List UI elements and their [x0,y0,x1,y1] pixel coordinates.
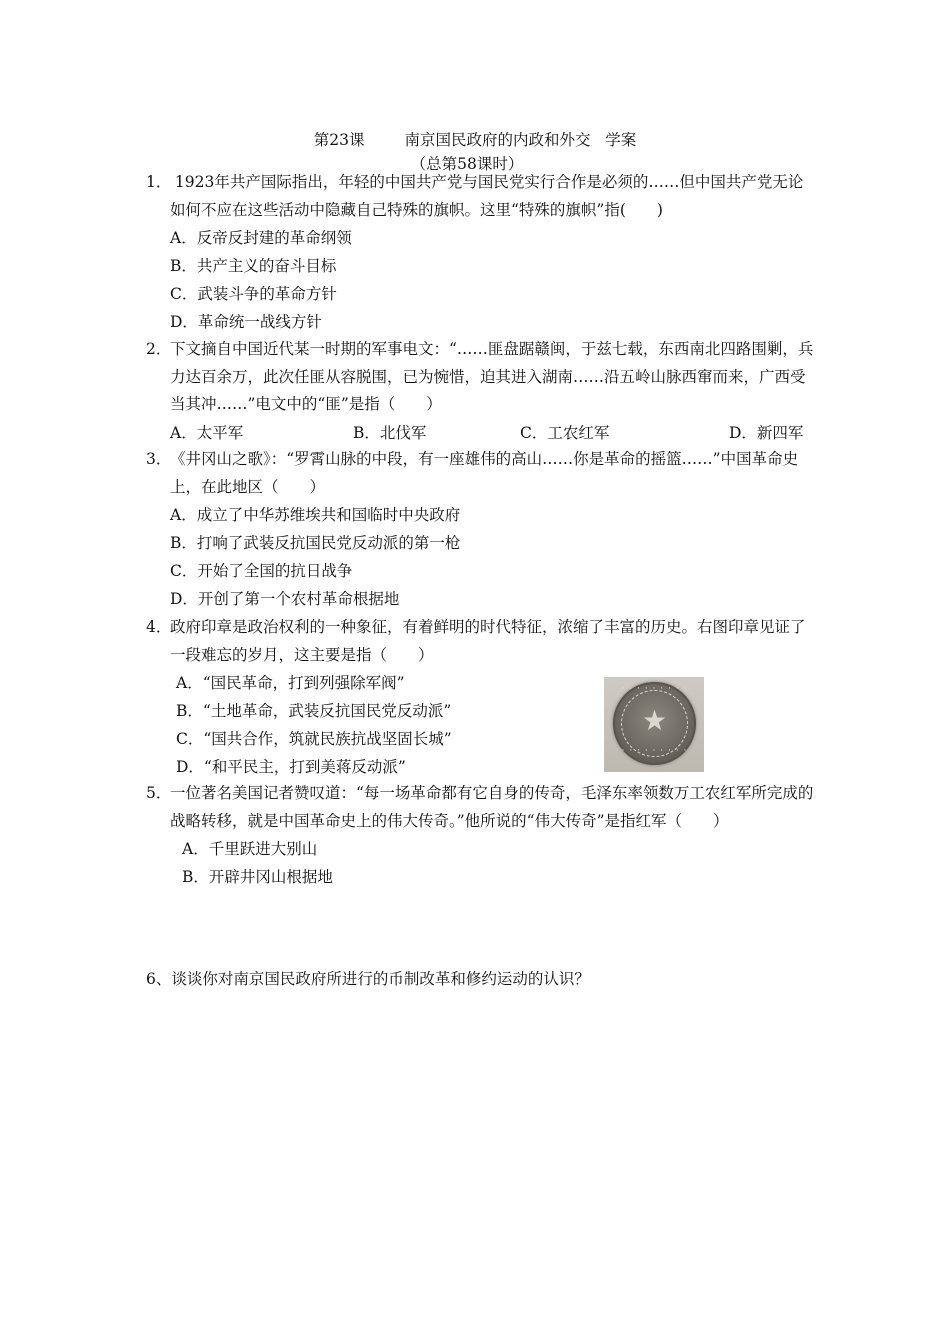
seal-script-top: · · · · · · · · · [621,684,688,694]
question-1 [146,169,816,336]
option-d: D．“和平民主，打到美蒋反动派” [176,758,406,776]
option-d: D．新四军 [729,423,804,442]
question-3 [146,446,816,613]
lesson-number: 第23课 [313,131,365,149]
question-4 [146,614,816,781]
option-d: D．革命统一战线方针 [170,313,322,331]
option-a: A．千里跃进大别山 [182,840,318,858]
seal-image [604,677,704,772]
option-d: D．开创了第一个农村革命根据地 [170,590,400,608]
seal-disc [613,682,696,765]
option-a: A．太平军 [170,423,244,442]
option-c: C．开始了全国的抗日战争 [170,562,353,580]
question-stem: 3．《井冈山之歌》：“罗霄山脉的中段，有一座雄伟的高山……你是革命的摇篮……”中国革命史上，在此地区（ ） [146,450,799,496]
option-b: B．“土地革命，武装反抗国民党反动派” [176,702,452,720]
option-c: C．武装斗争的革命方针 [170,285,337,303]
option-a: A．反帝反封建的革命纲领 [170,229,352,247]
question-stem: 4．政府印章是政治权利的一种象征，有着鲜明的时代特征，浓缩了丰富的历史。右图印章见证了一段难忘的岁月，这主要是指（ ） [146,618,806,664]
option-b: B．共产主义的奋斗目标 [170,257,337,275]
option-b: B．北伐军 [353,423,427,442]
question-6: 6、谈谈你对南京国民政府所进行的币制改革和修约运动的认识？ [146,970,590,988]
question-stem: 5．一位著名美国记者赞叹道：“每一场革命都有它自身的传奇，毛泽东率领数万工农红军所完成的战略转移，就是中国革命史上的伟大传奇。”他所说的“伟大传奇”是指红军（ ） [146,784,814,830]
options-row [146,419,816,447]
lesson-title [0,128,950,150]
option-b: B．开辟井冈山根据地 [182,868,333,886]
question-stem: 1． 1923年共产国际指出，年轻的中国共产党与国民党实行合作是必须的……但中国共产党无论如何不应在这些活动中隐藏自己特殊的旗帜。这里“特殊的旗帜”指( ) [146,173,804,219]
lesson-topic: 南京国民政府的内政和外交 [404,131,591,149]
lesson-subtitle: （总第58课时） [410,155,524,173]
question-stem: 2．下文摘自中国近代某一时期的军事电文：“……匪盘踞赣闽，于兹七载，东西南北四路围剿，兵力达百余万，此次任匪从容脱围，已为惋惜，迫其进入湖南……沿五岭山脉西窜而来，广西受当其冲……”电文中的“匪”是指（ ） [146,340,814,413]
question-5 [146,780,816,891]
option-b: B．打响了武装反抗国民党反动派的第一枪 [170,534,461,552]
option-c: C．“国共合作，筑就民族抗战坚固长城” [176,730,452,748]
option-a: A．“国民革命，打到列强除军阀” [176,674,405,692]
question-2 [146,336,816,447]
option-a: A．成立了中华苏维埃共和国临时中央政府 [170,506,461,524]
star-emblem-icon: ★ [641,704,668,737]
option-c: C．工农红军 [520,423,610,442]
lesson-kind: 学案 [605,131,637,149]
seal-script-bottom: · · · · · · · · · [621,746,688,756]
